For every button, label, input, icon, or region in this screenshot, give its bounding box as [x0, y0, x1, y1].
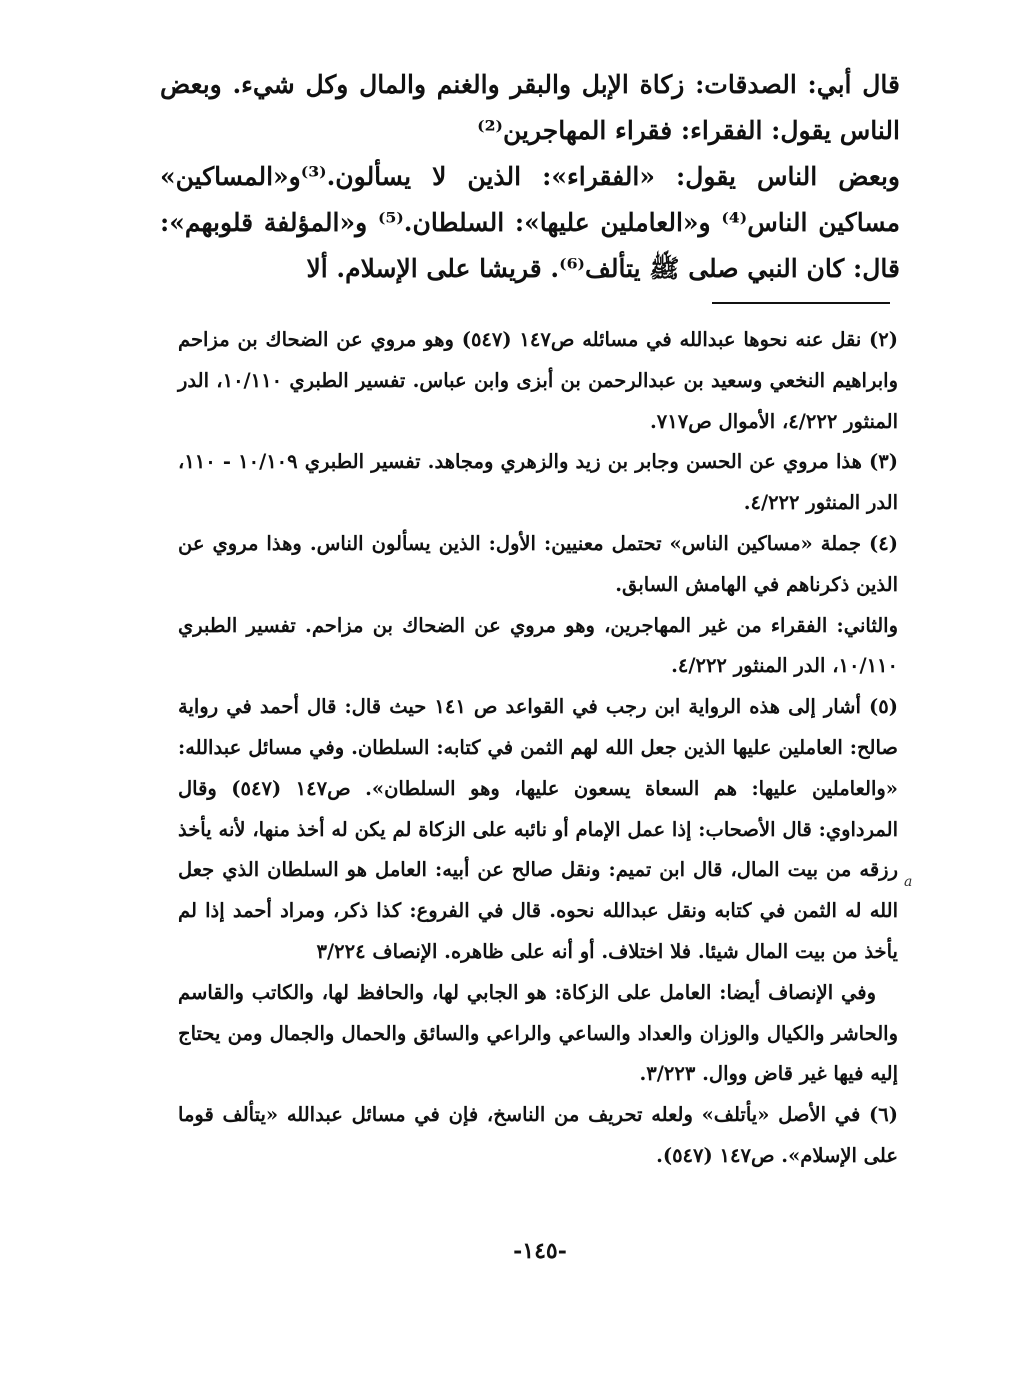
footnote-6: (٦) في الأصل «يأتلف» ولعله تحريف من الناسخ، فإن في مسائل عبدالله «يتألف قوما على الإسلام». ص١٤٧ (٥٤٧). — [178, 1103, 898, 1167]
footnote-5: (٥) أشار إلى هذه الرواية ابن رجب في القواعد ص ١٤١ حيث قال: قال أحمد في رواية صالح: العاملين عليها الذين جعل الله لهم الثمن في كتابه: السلطان. وفي مسائل عبدالله: «والعاملين عليها: هم السعاة يسعون عليها، وهو السلطان». ص١٤٧ (٥٤٧) وقال المرداوي: قال الأصحاب: إذا عمل الإمام أو نائبه على الزكاة لم يكن له أخذ منها، لأنه يأخذ رزقه من بيت المال، قال ابن تميم: ونقل صالح عن أبيه: العامل هو السلطان الذي جعل الله له الثمن في كتابه ونقل عبدالله نحوه. قال في الفروع: كذا ذكر، ومراد أحمد إذا لم يأخذ من بيت المال شيئا. فلا اختلاف. أو أنه على ظاهره. الإنصاف ٣/٢٢٤ — [178, 695, 898, 963]
main-paragraph-1: قال أبي: الصدقات: زكاة الإبل والبقر والغنم والمال وكل شيء. وبعض الناس يقول: الفقراء: فقراء المهاجرين⁽²⁾ — [160, 70, 900, 145]
margin-mark: a — [904, 874, 913, 890]
footnote-divider — [712, 302, 890, 304]
main-text — [160, 62, 900, 292]
footnote-4: (٤) جملة «مساكين الناس» تحتمل معنيين: الأول: الذين يسألون الناس. وهذا مروي عن الذين ذكرناهم في الهامش السابق. — [178, 531, 898, 596]
footnotes — [178, 320, 898, 1177]
main-paragraph-2: وبعض الناس يقول: «الفقراء»: الذين لا يسألون.⁽³⁾و«المساكين» مساكين الناس⁽⁴⁾ و«العاملين عليها»: السلطان.⁽⁵⁾ و«المؤلفة قلوبهم»: قال: كان النبي صلى ﷺ يتألف⁽⁶⁾. قريشا على الإسلام. ألا — [160, 162, 901, 283]
footnote-2: (٢) نقل عنه نحوها عبدالله في مسائله ص١٤٧ (٥٤٧) وهو مروي عن الضحاك بن مزاحم وابراهيم النخعي وسعيد بن عبدالرحمن بن أبزى وابن عباس. تفسير الطبري ١٠/١١٠، الدر المنثور ٤/٢٢٢، الأموال ص٧١٧. — [178, 328, 898, 433]
footnote-4-continued: والثاني: الفقراء من غير المهاجرين، وهو مروي عن الضحاك بن مزاحم. تفسير الطبري ١٠/١١٠، الدر المنثور ٤/٢٢٢. — [178, 613, 898, 678]
page-number: -١٤٥- — [513, 1238, 567, 1264]
footnote-3: (٣) هذا مروي عن الحسن وجابر بن زيد والزهري ومجاهد. تفسير الطبري ١٠/١٠٩ - ١١٠، الدر المنثور ٤/٢٢٢. — [178, 450, 898, 515]
footnote-5-continued: وفي الإنصاف أيضا: العامل على الزكاة: هو الجابي لها، والحافظ لها، والكاتب والقاسم والحاشر والكيال والوزان والعداد والساعي والراعي والسائق والحمال والجمال ومن يحتاج إليه فيها غير قاض ووال. ٣/٢٢٣. — [178, 980, 898, 1086]
